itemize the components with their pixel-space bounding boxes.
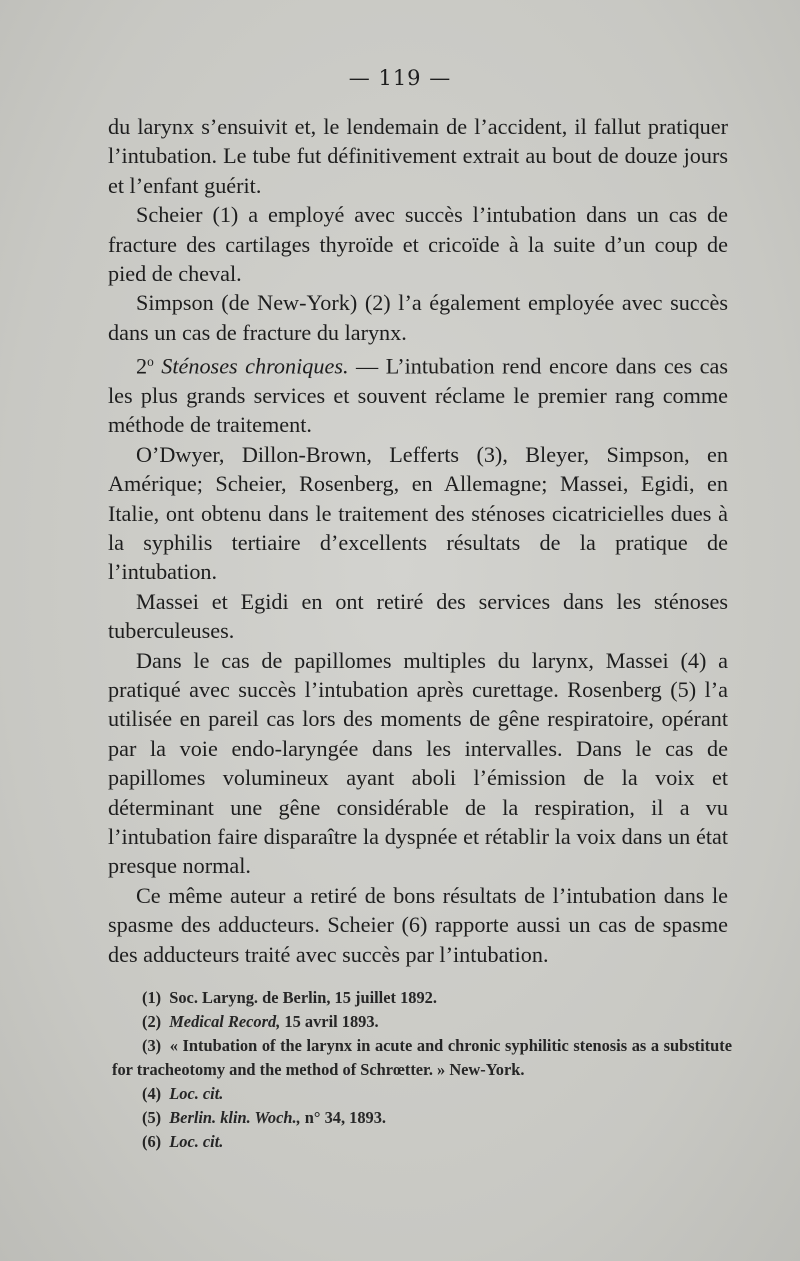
text-run: Scheier (1) a employé avec succès l’intubation dans un cas de fracture des cartilages thyroïde et cricoïde à la suite d’un coup de pied de cheval. <box>108 202 728 287</box>
text-run: Massei et Egidi en ont retiré des services dans les sténoses tuberculeuses. <box>108 588 728 644</box>
italic-text: Loc. cit. <box>169 1132 224 1151</box>
italic-text: Sténoses chroniques. <box>161 353 349 379</box>
footnote <box>112 1130 732 1154</box>
text-run: n° 34, 1893. <box>300 1108 387 1127</box>
text-run: o <box>147 354 154 370</box>
footnote <box>112 1106 732 1130</box>
text-run: 15 avril 1893. <box>280 1012 379 1031</box>
text-run: — L’intubation rend encore dans ces cas les plus grands services et souvent réclame le premier rang comme méthode de traitement. <box>108 353 729 438</box>
paragraph <box>108 646 728 881</box>
footnote-number: (2) <box>142 1012 162 1031</box>
text-run: Ce même auteur a retiré de bons résultats de l’intubation dans le spasme des adducteurs. Scheier (6) rapporte aussi un cas de spasme des adducteurs traité avec succès par l’intubation. <box>108 882 728 967</box>
footnote-number: (3) <box>142 1036 162 1055</box>
text-run: Simpson (de New-York) (2) l’a également employée avec succès dans un cas de fracture du larynx. <box>108 290 728 345</box>
paragraph <box>108 440 728 587</box>
italic-text: Berlin. klin. Woch., <box>169 1108 301 1127</box>
paragraph <box>108 587 728 646</box>
text-run: Dans le cas de papillomes multiples du larynx, Massei (4) a pratiqué avec succès l’intubation après curettage. Rosenberg (5) l’a utilisée en pareil cas lors des moments de gêne respiratoire, opérant par la voie endo-laryngée dans les intervalles. Dans le cas de papillomes volumineux ayant aboli l’émission de la voix et déterminant une gêne considérable de la respiration, il a vu l’intubation faire disparaître la dyspnée et rétablir la voix dans un état presque normal. <box>108 647 728 879</box>
paragraph <box>108 112 728 200</box>
paragraph <box>108 200 728 288</box>
text-run: « Intubation of the larynx in acute and chronic syphilitic stenosis as a substitute for tracheotomy and the method of Schrœtter. » New-York. <box>112 1036 732 1079</box>
paragraph <box>108 881 728 969</box>
footnote-number: (6) <box>142 1132 162 1151</box>
page-number: — 119 — <box>348 66 452 90</box>
footnote-number: (5) <box>142 1108 162 1127</box>
italic-text: Loc. cit. <box>169 1084 224 1103</box>
footnote <box>112 1034 732 1082</box>
footnotes <box>112 986 732 1154</box>
footnote <box>112 1082 732 1106</box>
paragraph <box>108 347 728 440</box>
footnote-number: (4) <box>142 1084 162 1103</box>
paragraph <box>108 288 728 347</box>
body-text <box>108 112 728 969</box>
text-run: du larynx s’ensuivit et, le lendemain de l’accident, il fallut pratiquer l’intubation. Le tube fut définitivement extrait au bout de douze jours et l’enfant guérit. <box>108 114 728 198</box>
text-run: O’Dwyer, Dillon-Brown, Lefferts (3), Bleyer, Simpson, en Amérique; Scheier, Rosenberg, en Allemagne; Massei, Egidi, en Italie, ont obtenu dans le traitement des sténoses cicatricielles dues à la syphilis tertiaire d’excellents résultats de la pratique de l’intubation. <box>108 441 728 585</box>
text-run: 2 <box>136 353 148 379</box>
footnote <box>112 1010 732 1034</box>
italic-text: Medical Record, <box>169 1012 281 1031</box>
footnote <box>112 986 732 1010</box>
footnote-number: (1) <box>142 988 162 1007</box>
text-run: Soc. Laryng. de Berlin, 15 juillet 1892. <box>169 988 437 1007</box>
